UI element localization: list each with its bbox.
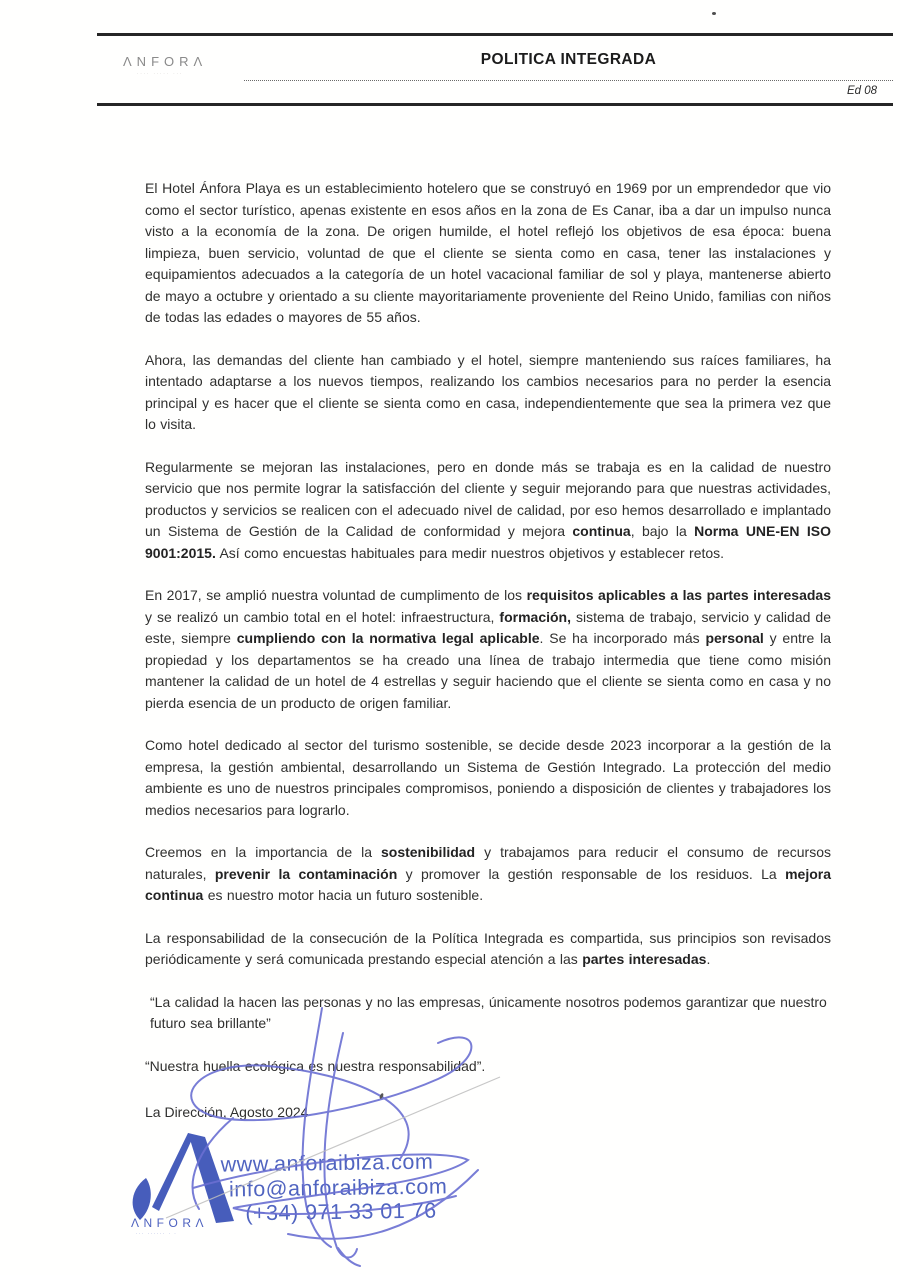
logo-text: ΛNFORΛ xyxy=(123,54,208,69)
paragraph: El Hotel Ánfora Playa es un establecimiento hotelero que se construyó en 1969 por un emprendedor que vio como el sector turístico, apenas existente en esos años en la zona de Es Canar, iba a dar un impulso nunca visto a la economía de la zona. De origen humilde, el hotel reflejó los objetivos de esa época: buena limpieza, buen servicio, voluntad de que el cliente se sienta como en casa, tener las instalaciones y equipamientos adecuados a la categoría de un hotel vacacional familiar de sol y playa, mantenerse abierto de mayo a octubre y orientado a su cliente mayoritariamente proveniente del Reino Unido, familias con niños de todas las edades o mayores de 55 años. xyxy=(145,180,831,325)
logo-subtext: ···· ····· ··· xyxy=(137,71,184,76)
signoff-line: La Dirección, Agosto 2024 xyxy=(145,1104,309,1120)
quote: “La calidad la hacen las personas y no las empresas, únicamente nosotros podemos garantizar que nuestro futuro sea brillante” xyxy=(150,993,827,1031)
paragraph: En 2017, se amplió nuestra voluntad de cumplimento de los requisitos aplicables a las partes interesadas y se realizó un cambio total en el hotel: infraestructura, formación, sistema de trabajo, servicio y calidad de este, siempre cumpliendo con la normativa legal aplicable. Se ha incorporado más personal y entre la propiedad y los departamentos se ha creado una línea de trabajo intermedia que tiene como misión mantener la calidad de un hotel de 4 estrellas y seguir haciendo que el cliente se sienta como en casa y no pierda esencia de un producto de origen familiar. xyxy=(145,587,832,711)
edition-label: Ed 08 xyxy=(846,85,877,97)
company-logo xyxy=(97,36,244,103)
scan-header xyxy=(97,33,893,106)
paragraph: La responsabilidad de la consecución de la Política Integrada es compartida, sus principios son revisados periódicamente y será comunicada prestando especial atención a las partes interesadas. xyxy=(145,929,831,967)
paragraph: Regularmente se mejoran las instalaciones, pero en donde más se trabaja es en la calidad de nuestro servicio que nos permite lograr la satisfacción del cliente y seguir mejorando para que nuestras actividades, productos y servicios se realicen con el adecuado nivel de calidad, por eso hemos desarrollado e implantado un Sistema de Gestión de la Calidad de conformidad y mejora continua, bajo la Norma UNE-EN ISO 9001:2015. Así como encuestas habituales para medir nuestros objetivos y establecer retos. xyxy=(145,458,831,561)
paragraph: Como hotel dedicado al sector del turismo sostenible, se decide desde 2023 incorporar a la gestión de la empresa, la gestión ambiental, desarrollando un Sistema de Gestión Integrado. La protección del medio ambiente es uno de nuestros principales compromisos, poniendo a disposición de clientes y trabajadores los medios necesarios para lograrlo. xyxy=(145,737,831,818)
website-text: www.anforaibiza.com xyxy=(220,1149,434,1177)
document-title: POLITICA INTEGRADA xyxy=(244,36,893,81)
paragraphs xyxy=(145,178,831,1077)
phone-text: (+34) 971 33 01 76 xyxy=(245,1198,437,1226)
stamp-contact xyxy=(220,1149,447,1226)
email-text: info@anforaibiza.com xyxy=(228,1173,448,1201)
stamp-logo-text: ΛNFORΛ xyxy=(131,1216,209,1230)
stamp-logo-subtext: ··· ······ · · xyxy=(136,1231,178,1236)
paragraph: Creemos en la importancia de la sostenibilidad y trabajamos para reducir el consumo de recursos naturales, prevenir la contaminación y promover la gestión responsable de los residuos. La mejora continua es nuestro motor hacia un futuro sostenible. xyxy=(145,844,831,903)
scan-speck xyxy=(712,12,716,15)
document-body xyxy=(145,178,831,1124)
paragraph: Ahora, las demandas del cliente han cambiado y el hotel, siempre manteniendo sus raíces familiares, ha intentado adaptarse a los nuevos tiempos, realizando los cambios necesarios para no perder la esencia principal y es hacer que el cliente se sienta como en casa, independientemente que sea la primera vez que lo visita. xyxy=(145,351,831,432)
quote: “Nuestra huella ecológica es nuestra responsabilidad”. xyxy=(145,1057,486,1074)
